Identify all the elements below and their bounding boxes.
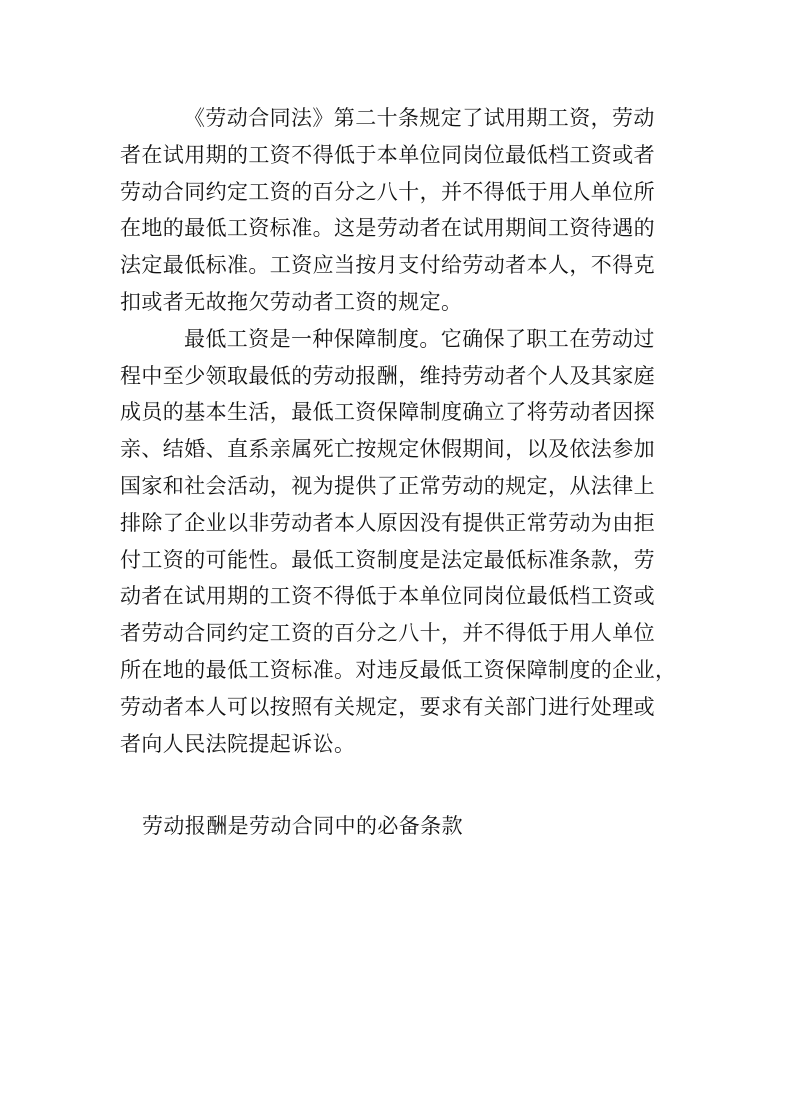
paragraph-line: 亲、结婚、直系亲属死亡按规定休假期间，以及依法参加 <box>120 437 655 462</box>
paragraph-line: 所在地的最低工资标准。对违反最低工资保障制度的企业， <box>120 657 677 682</box>
paragraph-line: 程中至少领取最低的劳动报酬，维持劳动者个人及其家庭 <box>120 363 655 388</box>
paragraph-line: 付工资的可能性。最低工资制度是法定最低标准条款，劳 <box>120 547 655 572</box>
paragraph-2 <box>120 321 677 763</box>
paragraph-line: 国家和社会活动，视为提供了正常劳动的规定，从法律上 <box>120 473 655 498</box>
paragraph-line: 成员的基本生活，最低工资保障制度确立了将劳动者因探 <box>120 400 655 425</box>
paragraph-line: 法定最低标准。工资应当按月支付给劳动者本人，不得克 <box>120 253 655 278</box>
paragraph-line: 排除了企业以非劳动者本人原因没有提供正常劳动为由拒 <box>120 510 655 535</box>
paragraph-line: 最低工资是一种保障制度。它确保了职工在劳动过 <box>184 326 655 351</box>
paragraph-line: 动者在试用期的工资不得低于本单位同岗位最低档工资或 <box>120 584 655 609</box>
paragraph-line: 者向人民法院提起诉讼。 <box>120 731 356 756</box>
paragraph-1 <box>120 100 665 321</box>
paragraph-line: 劳动者本人可以按照有关规定，要求有关部门进行处理或 <box>120 694 655 719</box>
paragraph-line: 者在试用期的工资不得低于本单位同岗位最低档工资或者 <box>120 142 655 167</box>
section-subheading: 劳动报酬是劳动合同中的必备条款 <box>142 814 463 838</box>
document-body <box>120 100 677 762</box>
paragraph-line: 劳动合同约定工资的百分之八十，并不得低于用人单位所 <box>120 179 655 204</box>
paragraph-line: 扣或者无故拖欠劳动者工资的规定。 <box>120 289 463 314</box>
paragraph-line: 在地的最低工资标准。这是劳动者在试用期间工资待遇的 <box>120 216 655 241</box>
paragraph-line: 者劳动合同约定工资的百分之八十，并不得低于用人单位 <box>120 621 655 646</box>
paragraph-line: 《劳动合同法》第二十条规定了试用期工资，劳动 <box>184 106 655 130</box>
